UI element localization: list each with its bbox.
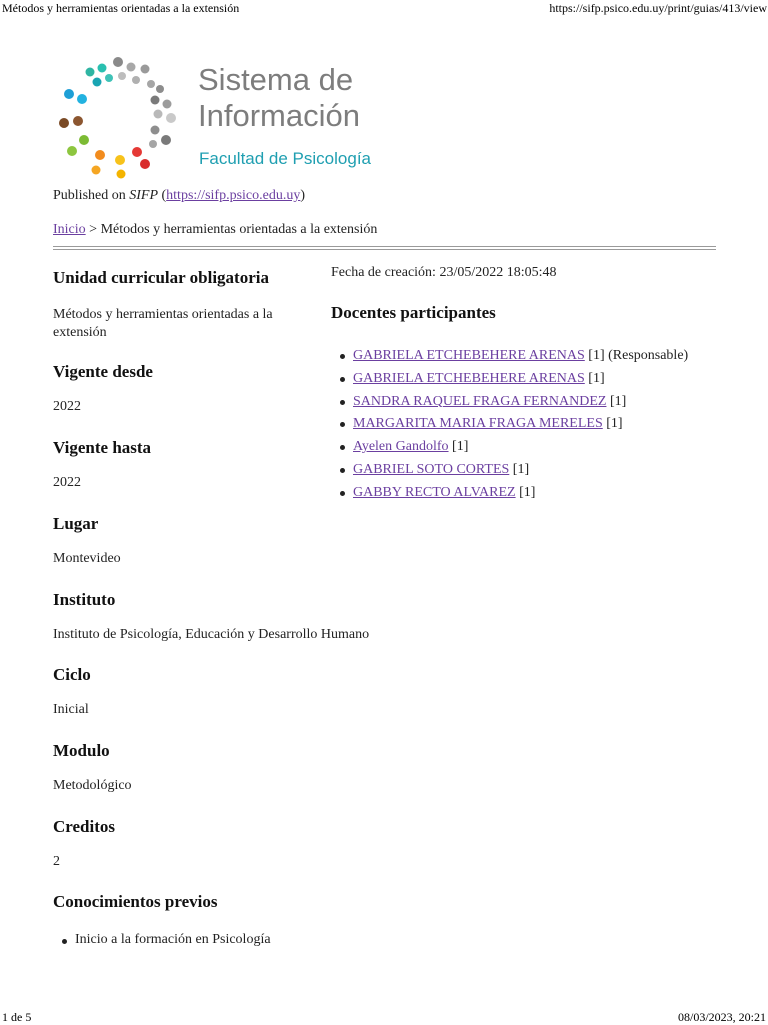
published-on	[53, 188, 305, 204]
section-unidad-label: Unidad curricular obligatoria	[53, 268, 269, 287]
print-header-url: https://sifp.psico.edu.uy/print/guias/413/view	[549, 1, 767, 15]
section-creditos-label: Creditos	[53, 817, 116, 836]
section-vigente-desde-label: Vigente desde	[53, 362, 153, 381]
section-lugar-label: Lugar	[53, 514, 99, 533]
print-footer-datetime: 08/03/2023, 20:21	[677, 1010, 766, 1024]
print-header-title: Métodos y herramientas orientadas a la extensión	[2, 1, 240, 15]
section-vigente-hasta-value: 2022	[53, 475, 81, 490]
teachers-title: Docentes participantes	[331, 303, 496, 322]
section-creditos-value: 2	[53, 854, 60, 869]
breadcrumb	[53, 222, 377, 238]
breadcrumb-home-link[interactable]: Inicio	[53, 222, 86, 237]
prerequisites-list	[62, 932, 271, 948]
list-item	[340, 391, 688, 414]
logo-title-line2: Información	[198, 98, 360, 133]
teacher-link[interactable]: GABBY RECTO ALVAREZ	[353, 484, 516, 500]
teacher-ref: [1]	[452, 439, 469, 455]
teacher-ref: [1]	[519, 484, 536, 500]
section-creditos	[53, 817, 413, 871]
section-conocimientos	[53, 892, 413, 947]
section-modulo-label: Modulo	[53, 741, 110, 760]
section-instituto-label: Instituto	[53, 590, 116, 609]
list-item	[340, 368, 688, 391]
teacher-link[interactable]: GABRIELA ETCHEBEHERE ARENAS	[353, 370, 585, 386]
teacher-ref: [1]	[606, 416, 623, 432]
logo-title	[198, 62, 360, 134]
published-url-link[interactable]: https://sifp.psico.edu.uy	[166, 188, 301, 203]
published-prefix: Published on	[53, 188, 126, 203]
published-close-paren: )	[300, 188, 306, 203]
section-ciclo-value: Inicial	[53, 702, 89, 717]
list-item	[340, 482, 688, 505]
course-meta	[331, 265, 731, 500]
site-logo	[52, 52, 382, 182]
teacher-ref: [1] (Responsable)	[588, 348, 689, 363]
teacher-link[interactable]: GABRIEL SOTO CORTES	[353, 461, 510, 477]
breadcrumb-current: Métodos y herramientas orientadas a la extensión	[100, 222, 378, 237]
teacher-link[interactable]: MARGARITA MARIA FRAGA MERELES	[353, 416, 603, 432]
published-open-paren: (	[161, 188, 167, 203]
section-unidad-value: Métodos y herramientas orientadas a la extensión	[53, 307, 273, 340]
breadcrumb-separator: >	[89, 222, 98, 237]
print-footer-page-count: 1 de 5	[2, 1010, 32, 1024]
section-ciclo	[53, 665, 413, 719]
list-item: Inicio a la formación en Psicología	[62, 932, 271, 948]
teacher-ref: [1]	[512, 461, 530, 477]
creation-date: Fecha de creación: 23/05/2022 18:05:48	[331, 265, 557, 280]
logo-dots-icon	[52, 52, 184, 182]
section-vigente-hasta-label: Vigente hasta	[53, 438, 152, 457]
section-lugar	[53, 514, 413, 568]
teacher-link[interactable]: Ayelen Gandolfo	[353, 439, 449, 455]
section-conocimientos-label: Conocimientos previos	[53, 892, 218, 911]
teacher-ref: [1]	[588, 370, 605, 386]
list-item	[340, 459, 688, 482]
section-modulo-value: Metodológico	[53, 778, 132, 793]
section-ciclo-label: Ciclo	[53, 665, 91, 684]
teachers-list	[340, 345, 688, 505]
teacher-link[interactable]: SANDRA RAQUEL FRAGA FERNANDEZ	[353, 393, 607, 409]
section-instituto-value: Instituto de Psicología, Educación y Desarrollo Humano	[53, 627, 370, 642]
section-instituto	[53, 590, 413, 644]
teacher-ref: [1]	[609, 393, 627, 409]
logo-subtitle: Facultad de Psicología	[199, 149, 371, 168]
section-modulo	[53, 741, 413, 795]
list-item	[340, 436, 688, 459]
header-divider	[53, 246, 716, 250]
teacher-link[interactable]: GABRIELA ETCHEBEHERE ARENAS	[353, 348, 585, 363]
list-item	[340, 345, 688, 368]
section-vigente-desde-value: 2022	[53, 399, 81, 414]
published-site: SIFP	[129, 188, 158, 203]
section-lugar-value: Montevideo	[53, 551, 121, 566]
logo-title-line1: Sistema de	[198, 62, 354, 97]
list-item	[340, 413, 688, 436]
